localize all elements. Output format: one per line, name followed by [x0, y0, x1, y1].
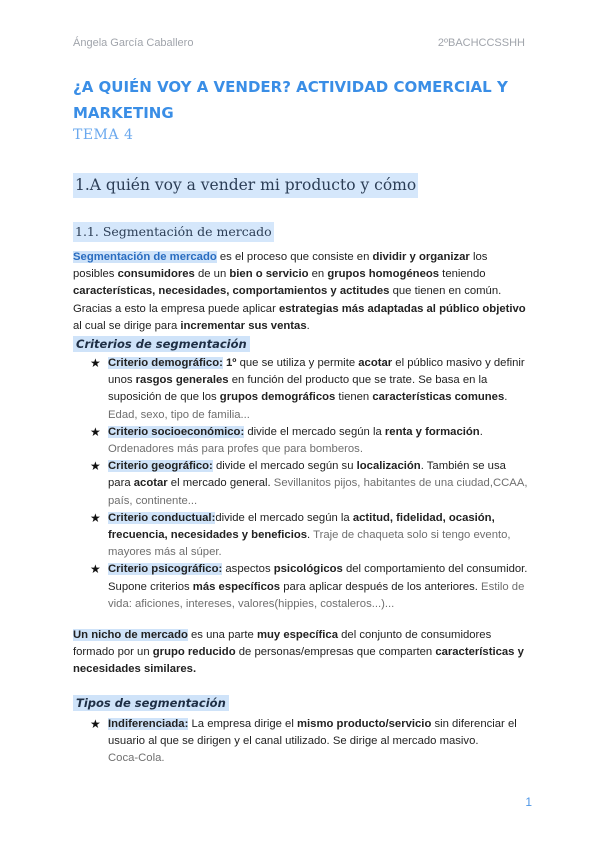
nicho-term: Un nicho de mercado: [73, 629, 188, 641]
star-bullet-icon: ★: [90, 356, 101, 370]
star-bullet-icon: ★: [90, 717, 101, 731]
criterios-list: [90, 355, 530, 613]
section-heading: 1.A quién voy a vender mi producto y cómo: [73, 173, 418, 198]
criterios-heading: Criterios de segmentación: [73, 336, 250, 352]
header-author: Ángela García Caballero: [73, 37, 194, 49]
tipos-list: [90, 716, 530, 768]
intro-paragraph: Segmentación de mercado es el proceso que consiste en dividir y organizar los posibles consumidores de un bien o servicio en grupos homogéneos teniendo características, necesidades, comportamientos y actitudes que tienen en común. Gracias a esto la empresa puede aplicar estrategias más adaptadas al público objetivo al cual se dirige para incrementar sus ventas.: [73, 251, 526, 332]
item-example: Sevillanitos pijos, habitantes de una ciudad,CCAA, país, continente...: [108, 477, 528, 507]
item-label: Criterio conductual:: [108, 511, 216, 524]
list-item: ★ Criterio psicográfico: aspectos psicológicos del comportamiento del consumidor. Supone criterios más específicos para aplicar después de los anteriores. Estilo de vida: aficiones, intereses, valores(hippies, costaleros...)...: [90, 562, 528, 610]
document-subtitle: TEMA 4: [73, 127, 134, 143]
item-label: Indiferenciada:: [108, 718, 189, 730]
nicho-paragraph: Un nicho de mercado es una parte muy específica del conjunto de consumidores formado por un grupo reducido de personas/empresas que comparten características y necesidades similares.: [73, 629, 524, 676]
intro-term: Segmentación de mercado: [73, 251, 217, 263]
header-course: 2ºBACHCCSSHH: [437, 37, 525, 49]
item-example: Coca-Cola.: [108, 752, 165, 765]
list-item: ★ Criterio conductual:divide el mercado según la actitud, fidelidad, ocasión, frecuencia, necesidades y beneficios. Traje de chaqueta solo si tengo evento, mayores más al súper.: [90, 510, 511, 559]
star-bullet-icon: ★: [90, 562, 101, 577]
page-number: 1: [525, 795, 532, 809]
item-example: Ordenadores más para profes que para bomberos.: [108, 443, 363, 456]
list-item: ★ Criterio socioeconómico: divide el mercado según la renta y formación. Ordenadores más para profes que para bomberos.: [90, 424, 483, 456]
item-example: Estilo de vida: aficiones, intereses, valores(hippies, costaleros...)...: [108, 580, 525, 610]
star-bullet-icon: ★: [90, 424, 101, 439]
list-item: ★ Criterio demográfico: 1º que se utiliza y permite acotar el público masivo y definir unos rasgos generales en función del producto que se trate. Se basa en la suposición de que los grupos demográficos tienen características comunes. Edad, sexo, tipo de familia...: [90, 356, 525, 421]
item-label: Criterio socioeconómico:: [108, 425, 245, 438]
item-label: Criterio psicográfico:: [108, 563, 223, 576]
document-title: ¿A QUIÉN VOY A VENDER? ACTIVIDAD COMERCIAL Y MARKETING: [73, 78, 508, 122]
item-label: Criterio geográfico:: [108, 460, 213, 473]
item-example: Edad, sexo, tipo de familia...: [108, 408, 250, 421]
star-bullet-icon: ★: [90, 459, 101, 474]
list-item: ★ Criterio geográfico: divide el mercado según su localización. También se usa para acotar el mercado general. Sevillanitos pijos, habitantes de una ciudad,CCAA, país, continente...: [90, 459, 528, 507]
tipos-heading: Tipos de segmentación: [73, 695, 229, 711]
subsection-heading: 1.1. Segmentación de mercado: [73, 222, 274, 242]
item-example: Traje de chaqueta solo si tengo evento, mayores más al súper.: [108, 529, 511, 559]
list-item: ★ Indiferenciada: La empresa dirige el mismo producto/servicio sin diferenciar el usuario al que se dirigen y el canal utilizado. Se dirige al mercado masivo. Coca-Cola.: [90, 717, 517, 765]
star-bullet-icon: ★: [90, 510, 101, 525]
item-label: Criterio demográfico:: [108, 357, 223, 369]
